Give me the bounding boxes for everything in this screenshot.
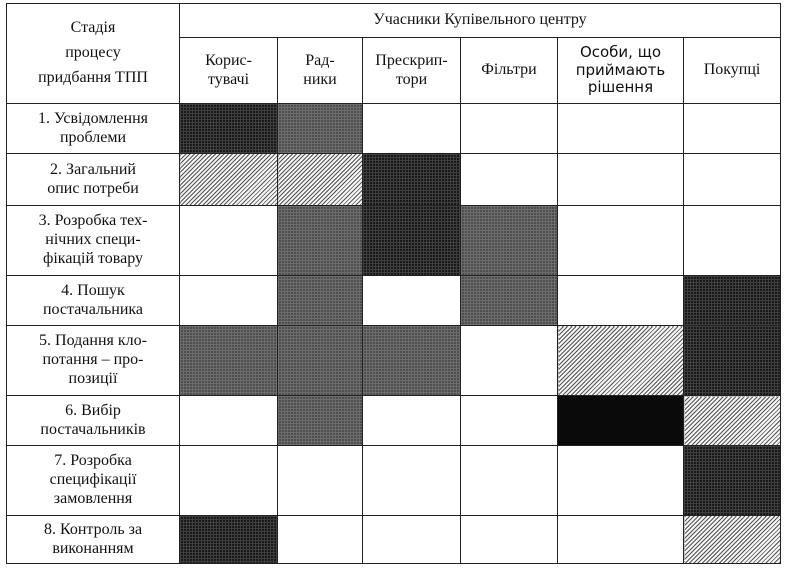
participation-cell-empty (558, 104, 684, 154)
participation-cell-black (558, 396, 684, 446)
participation-cell-empty (558, 446, 684, 516)
participation-cell-med (461, 276, 558, 326)
participant-header (278, 38, 363, 104)
stage-row (7, 446, 781, 516)
participation-cell-empty (363, 276, 461, 326)
stage-label-text: 4. Пошук постачальника (42, 281, 144, 318)
participation-cell-med (278, 326, 363, 396)
stage-row (7, 206, 781, 276)
participation-cell-empty (461, 154, 558, 206)
participation-cell-empty (363, 516, 461, 564)
participation-cell-empty (684, 154, 781, 206)
participation-cell-dark (363, 154, 461, 206)
participant-header-text: Корис- тувачі (205, 51, 252, 88)
participant-header-text: Особи, що приймають рішення (575, 42, 666, 97)
participation-cell-hatch (684, 396, 781, 446)
participant-header (363, 38, 461, 104)
participation-cell-empty (363, 104, 461, 154)
participation-cell-dark (363, 206, 461, 276)
stage-label-text: 3. Розробка тех- нічних специ- фікацій товару (38, 212, 148, 267)
participant-header (558, 38, 684, 104)
stage-label-cell (7, 396, 180, 446)
participation-cell-hatch (558, 326, 684, 396)
stage-label-cell (7, 154, 180, 206)
participation-cell-empty (278, 446, 363, 516)
participation-cell-hatch (684, 516, 781, 564)
participation-cell-med (278, 276, 363, 326)
stage-label-text: 1. Усвідомлення проблеми (37, 109, 149, 146)
participation-cell-empty (180, 446, 278, 516)
participation-cell-empty (684, 104, 781, 154)
participant-header-text: Покупці (703, 61, 761, 79)
participation-cell-empty (461, 516, 558, 564)
stage-label-cell (7, 446, 180, 516)
participation-cell-med (180, 326, 278, 396)
participants-group-header-text: Учасники Купівельного центру (373, 11, 587, 29)
participation-cell-empty (558, 154, 684, 206)
stage-label-text: 6. Вибір постачальників (40, 401, 146, 438)
participation-cell-empty (558, 276, 684, 326)
participant-header (684, 38, 781, 104)
participation-cell-med (363, 326, 461, 396)
participation-cell-dark (180, 104, 278, 154)
stage-row (7, 326, 781, 396)
participant-header (461, 38, 558, 104)
participation-cell-empty (278, 516, 363, 564)
participation-cell-med (278, 206, 363, 276)
participation-cell-empty (461, 446, 558, 516)
stage-row (7, 104, 781, 154)
stage-row (7, 276, 781, 326)
participant-header-text: Прескрип- тори (375, 51, 448, 88)
stage-label-text: 8. Контроль за виконанням (43, 520, 143, 557)
participant-header (180, 38, 278, 104)
participation-cell-empty (461, 396, 558, 446)
participation-cell-empty (461, 326, 558, 396)
stage-label-cell (7, 206, 180, 276)
participation-cell-empty (558, 516, 684, 564)
participation-cell-dark (684, 446, 781, 516)
stage-label-cell (7, 516, 180, 564)
stage-rows (7, 104, 781, 564)
participation-cell-hatch (278, 154, 363, 206)
participation-cell-dark (180, 516, 278, 564)
participation-cell-med (461, 206, 558, 276)
participant-header-text: Рад- ники (303, 51, 337, 88)
participation-cell-empty (180, 276, 278, 326)
participation-cell-empty (180, 396, 278, 446)
participation-cell-empty (558, 206, 684, 276)
participation-cell-empty (684, 206, 781, 276)
stage-label-text: 5. Подання кло- потання – про- позиції (39, 332, 147, 387)
stage-label-text: 2. Загальний опис потреби (47, 160, 139, 197)
stage-label-cell (7, 326, 180, 396)
stage-row (7, 516, 781, 564)
stage-label-cell (7, 276, 180, 326)
stage-row (7, 154, 781, 206)
participation-cell-med (278, 104, 363, 154)
participation-cell-empty (363, 446, 461, 516)
participation-cell-empty (180, 206, 278, 276)
participation-cell-empty (363, 396, 461, 446)
participants-group-header (180, 4, 781, 38)
participation-table (6, 3, 781, 564)
participation-cell-dark (684, 276, 781, 326)
stage-label-cell (7, 104, 180, 154)
participation-cell-empty (461, 104, 558, 154)
participant-header-text: Фільтри (481, 61, 537, 79)
stage-column-header-text: Стадія процесу придбання ТПП (38, 19, 148, 86)
participation-cell-dark (684, 326, 781, 396)
stage-label-text: 7. Розробка специфікації замовлення (49, 452, 137, 507)
participation-cell-med (278, 396, 363, 446)
stage-row (7, 396, 781, 446)
participation-cell-hatch (180, 154, 278, 206)
stage-column-header (7, 4, 180, 104)
